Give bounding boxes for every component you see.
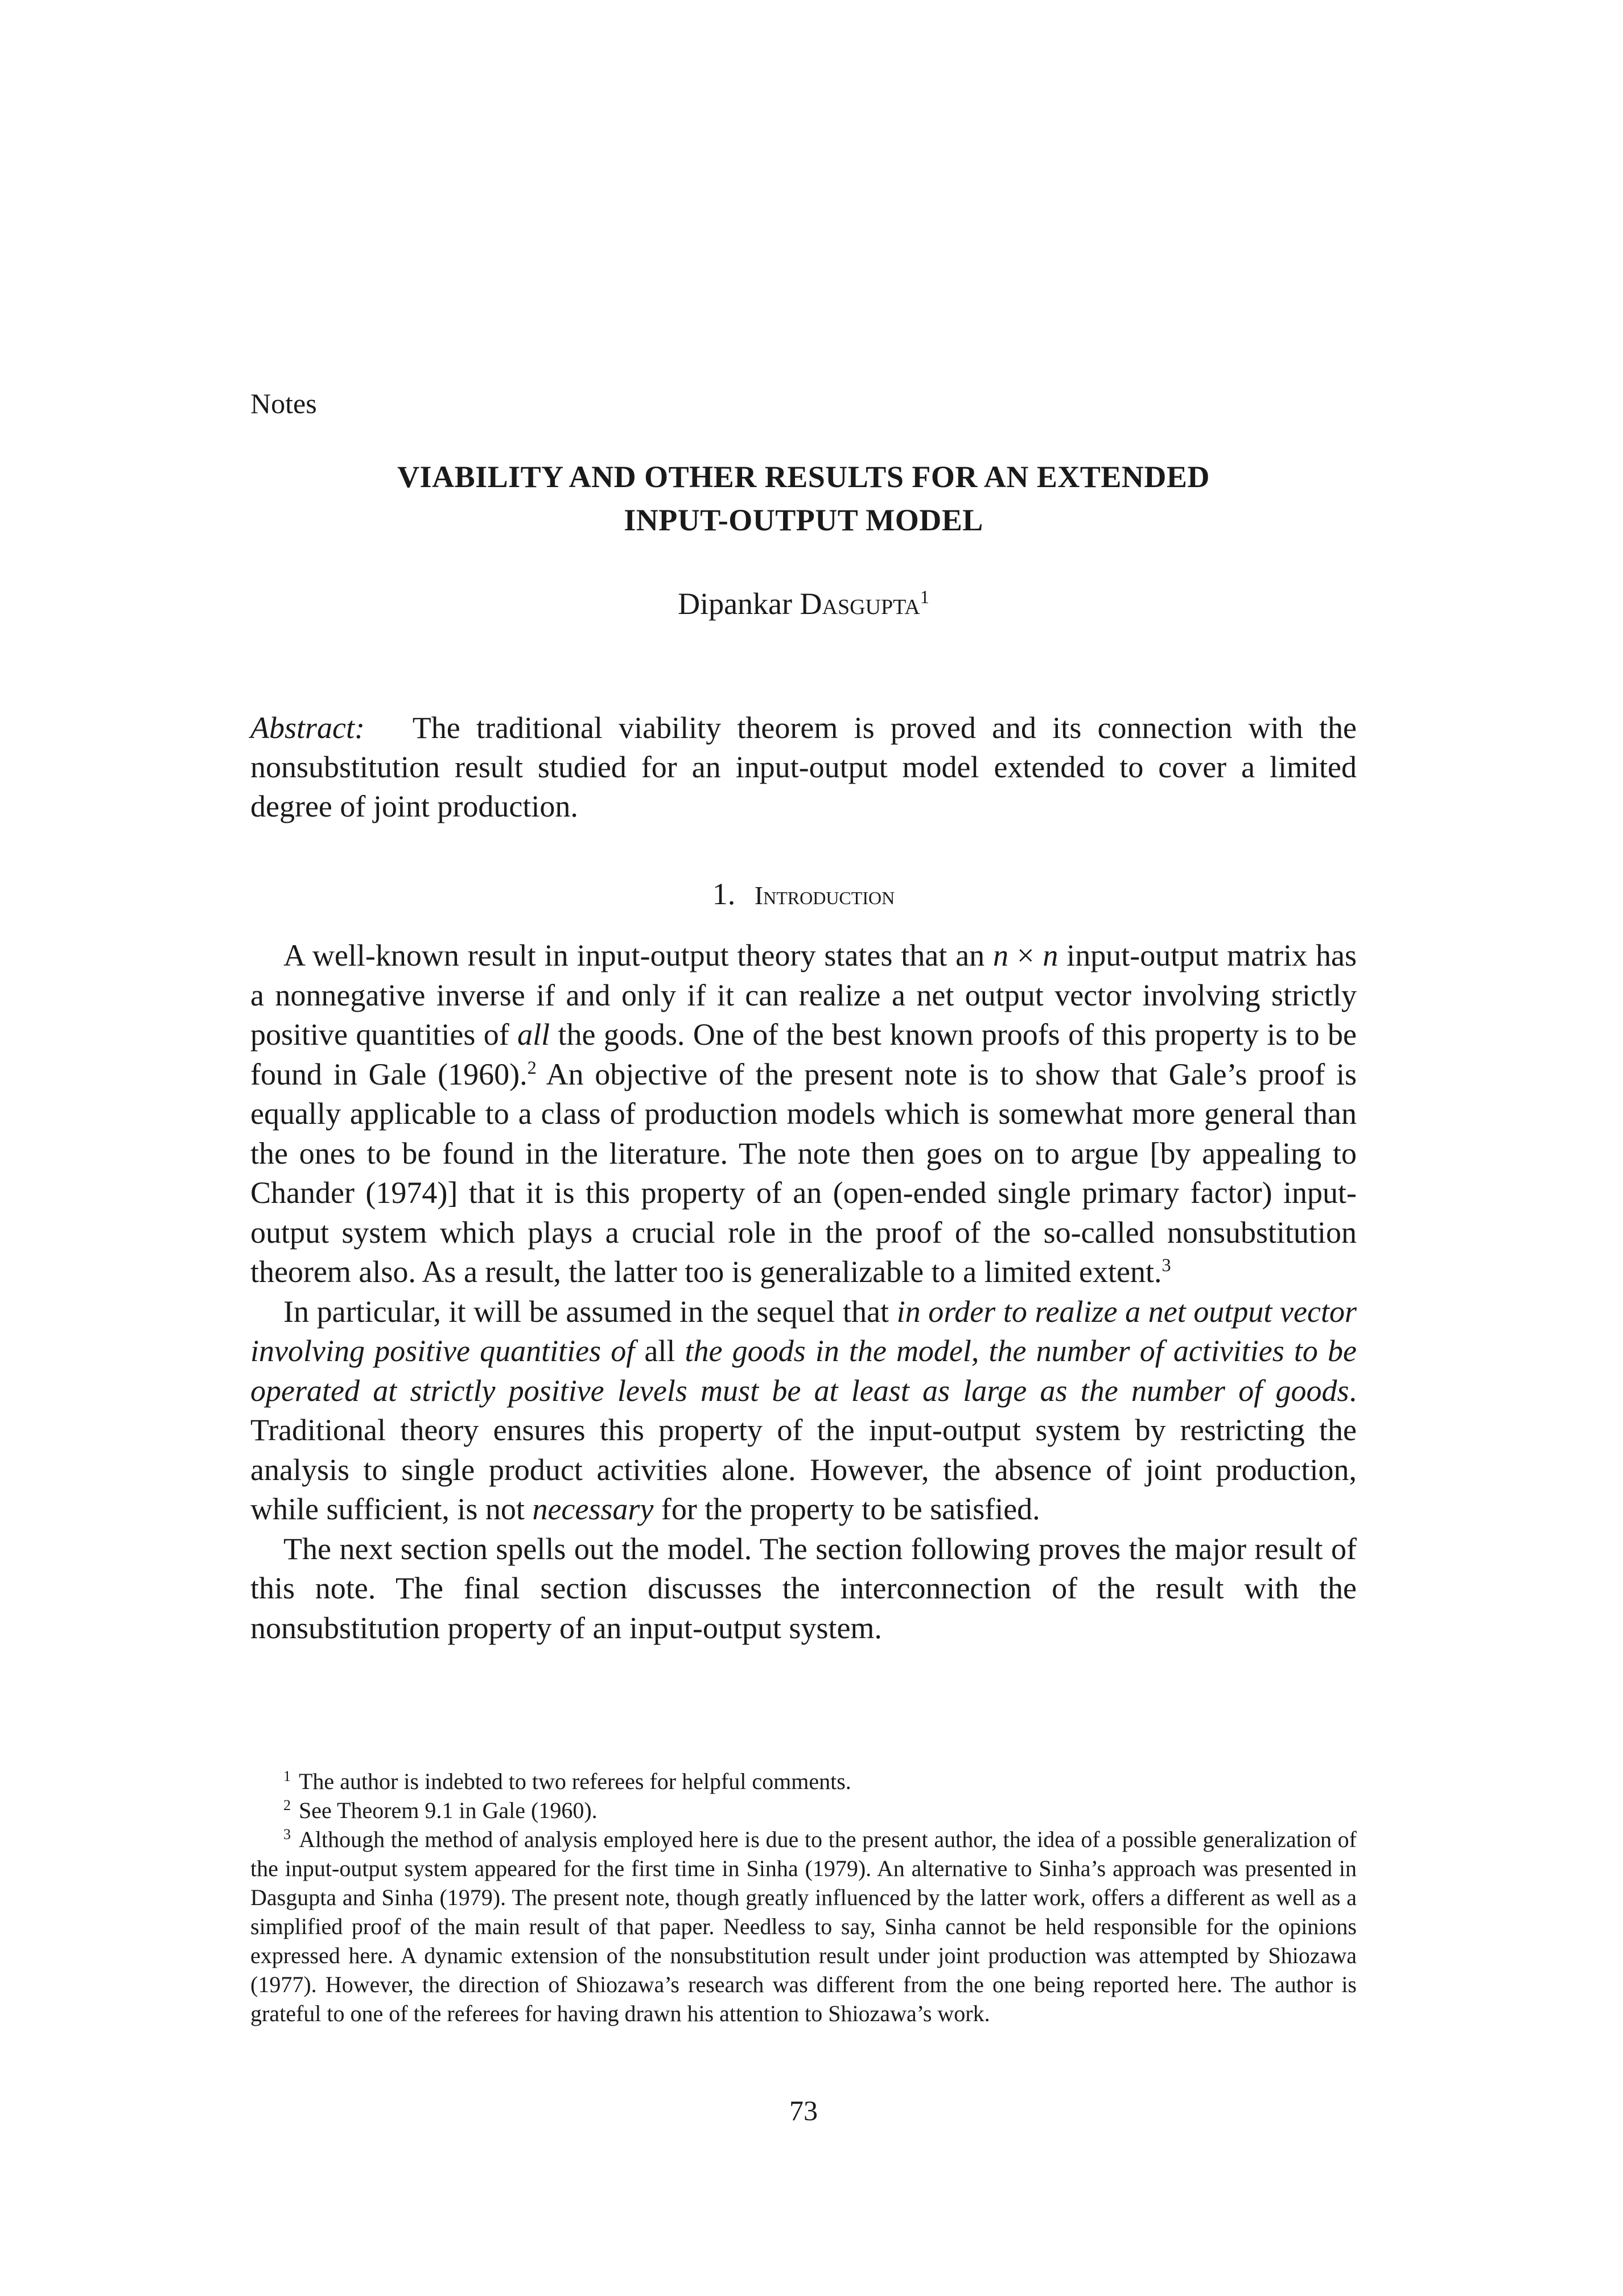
footnote-2: $^2$ See Theorem 9.1 in Gale (1960). bbox=[283, 1796, 598, 1823]
footnote-3: $^3$ Although the method of analysis employed here is due to the present author, the idea of a possible generalization of the input-output system appeared for the first time in Sinha (1979). An alternative to Sinha’s approach was presented in Dasgupta and Sinha (1979). The present note, though greatly influenced by the latter work, offers a different as well as a simplified proof of the main result of that paper. Needless to say, Sinha cannot be held responsible for the opinions expressed here. A dynamic extension of the nonsubstitution result under joint production was attempted by Shiozawa (1977). However, the direction of Shiozawa’s research was different from the one being reported here. The author is grateful to one of the referees for having drawn his attention to Shiozawa’s work. bbox=[250, 1825, 1357, 2026]
paragraph-3: The next section spells out the model. The section following proves the major result of this note. The final section discusses the interconnection of the result with the nonsubstitution property of an input-output system. bbox=[250, 1531, 1357, 1645]
paragraph-1: A well-known result in input-output theory states that an n × n input-output matrix has a nonnegative inverse if and only if it can realize a net output vector involving strictly positive quantities of all the goods. One of the best known proofs of this property is to be found in Gale (1960).$^2$ An objective of the present note is to show that Gale’s proof is equally applicable to a class of production models which is somewhat more general than the ones to be found in the literature. The note then goes on to argue [by appealing to Chander (1974)] that it is this property of an (open-ended single primary factor) input-output system which plays a crucial role in the proof of the so-called nonsubstitution theorem also. As a result, the latter too is generalizable to a limited extent.$^3$ bbox=[250, 938, 1357, 1289]
footnote-1: $^1$ The author is indebted to two referees for helpful comments. bbox=[283, 1767, 851, 1794]
abstract-label: Abstract bbox=[250, 711, 355, 745]
title-line-1: VIABILITY AND OTHER RESULTS FOR AN EXTENDED bbox=[397, 460, 1210, 494]
paragraph-2: In particular, it will be assumed in the sequel that in order to realize a net output vector involving positive quantities of all the goods in the model, the number of activities to be operated at strictly positive levels must be at least as large as the number of goods. Traditional theory ensures this property of the input-output system by restricting the analysis to single product activities alone. However, the absence of joint production, while sufficient, is not necessary for the property to be satisfied. bbox=[250, 1294, 1357, 1526]
author-first-name: Dipankar bbox=[678, 587, 792, 621]
page-number: 73 bbox=[789, 2095, 818, 2126]
footnotes bbox=[250, 1767, 1357, 2028]
footnote-ref-1[interactable]: 1 bbox=[920, 587, 929, 608]
article-title bbox=[250, 455, 1357, 542]
section-number: 1. bbox=[712, 877, 736, 911]
footnote-ref-2[interactable]: 2 bbox=[527, 1057, 537, 1078]
section-heading bbox=[250, 876, 1357, 912]
body-text bbox=[250, 936, 1357, 1648]
section-label: Notes bbox=[250, 388, 317, 419]
footnote-ref-3[interactable]: 3 bbox=[1161, 1255, 1171, 1276]
abstract-text: The traditional viability theorem is proved and its connection with the nonsubstitution result studied for an input-output model extended to cover a limited degree of joint production. bbox=[250, 711, 1357, 823]
author-last-name: Dasgupta bbox=[800, 587, 920, 621]
section-title: Introduction bbox=[754, 881, 895, 910]
abstract: Abstract: The traditional viability theorem is proved and its connection with the nonsubstitution result studied for an input-output model extended to cover a limited degree of joint production. bbox=[250, 711, 1357, 823]
author-byline bbox=[250, 586, 1357, 621]
title-line-2: INPUT-OUTPUT MODEL bbox=[624, 503, 983, 537]
